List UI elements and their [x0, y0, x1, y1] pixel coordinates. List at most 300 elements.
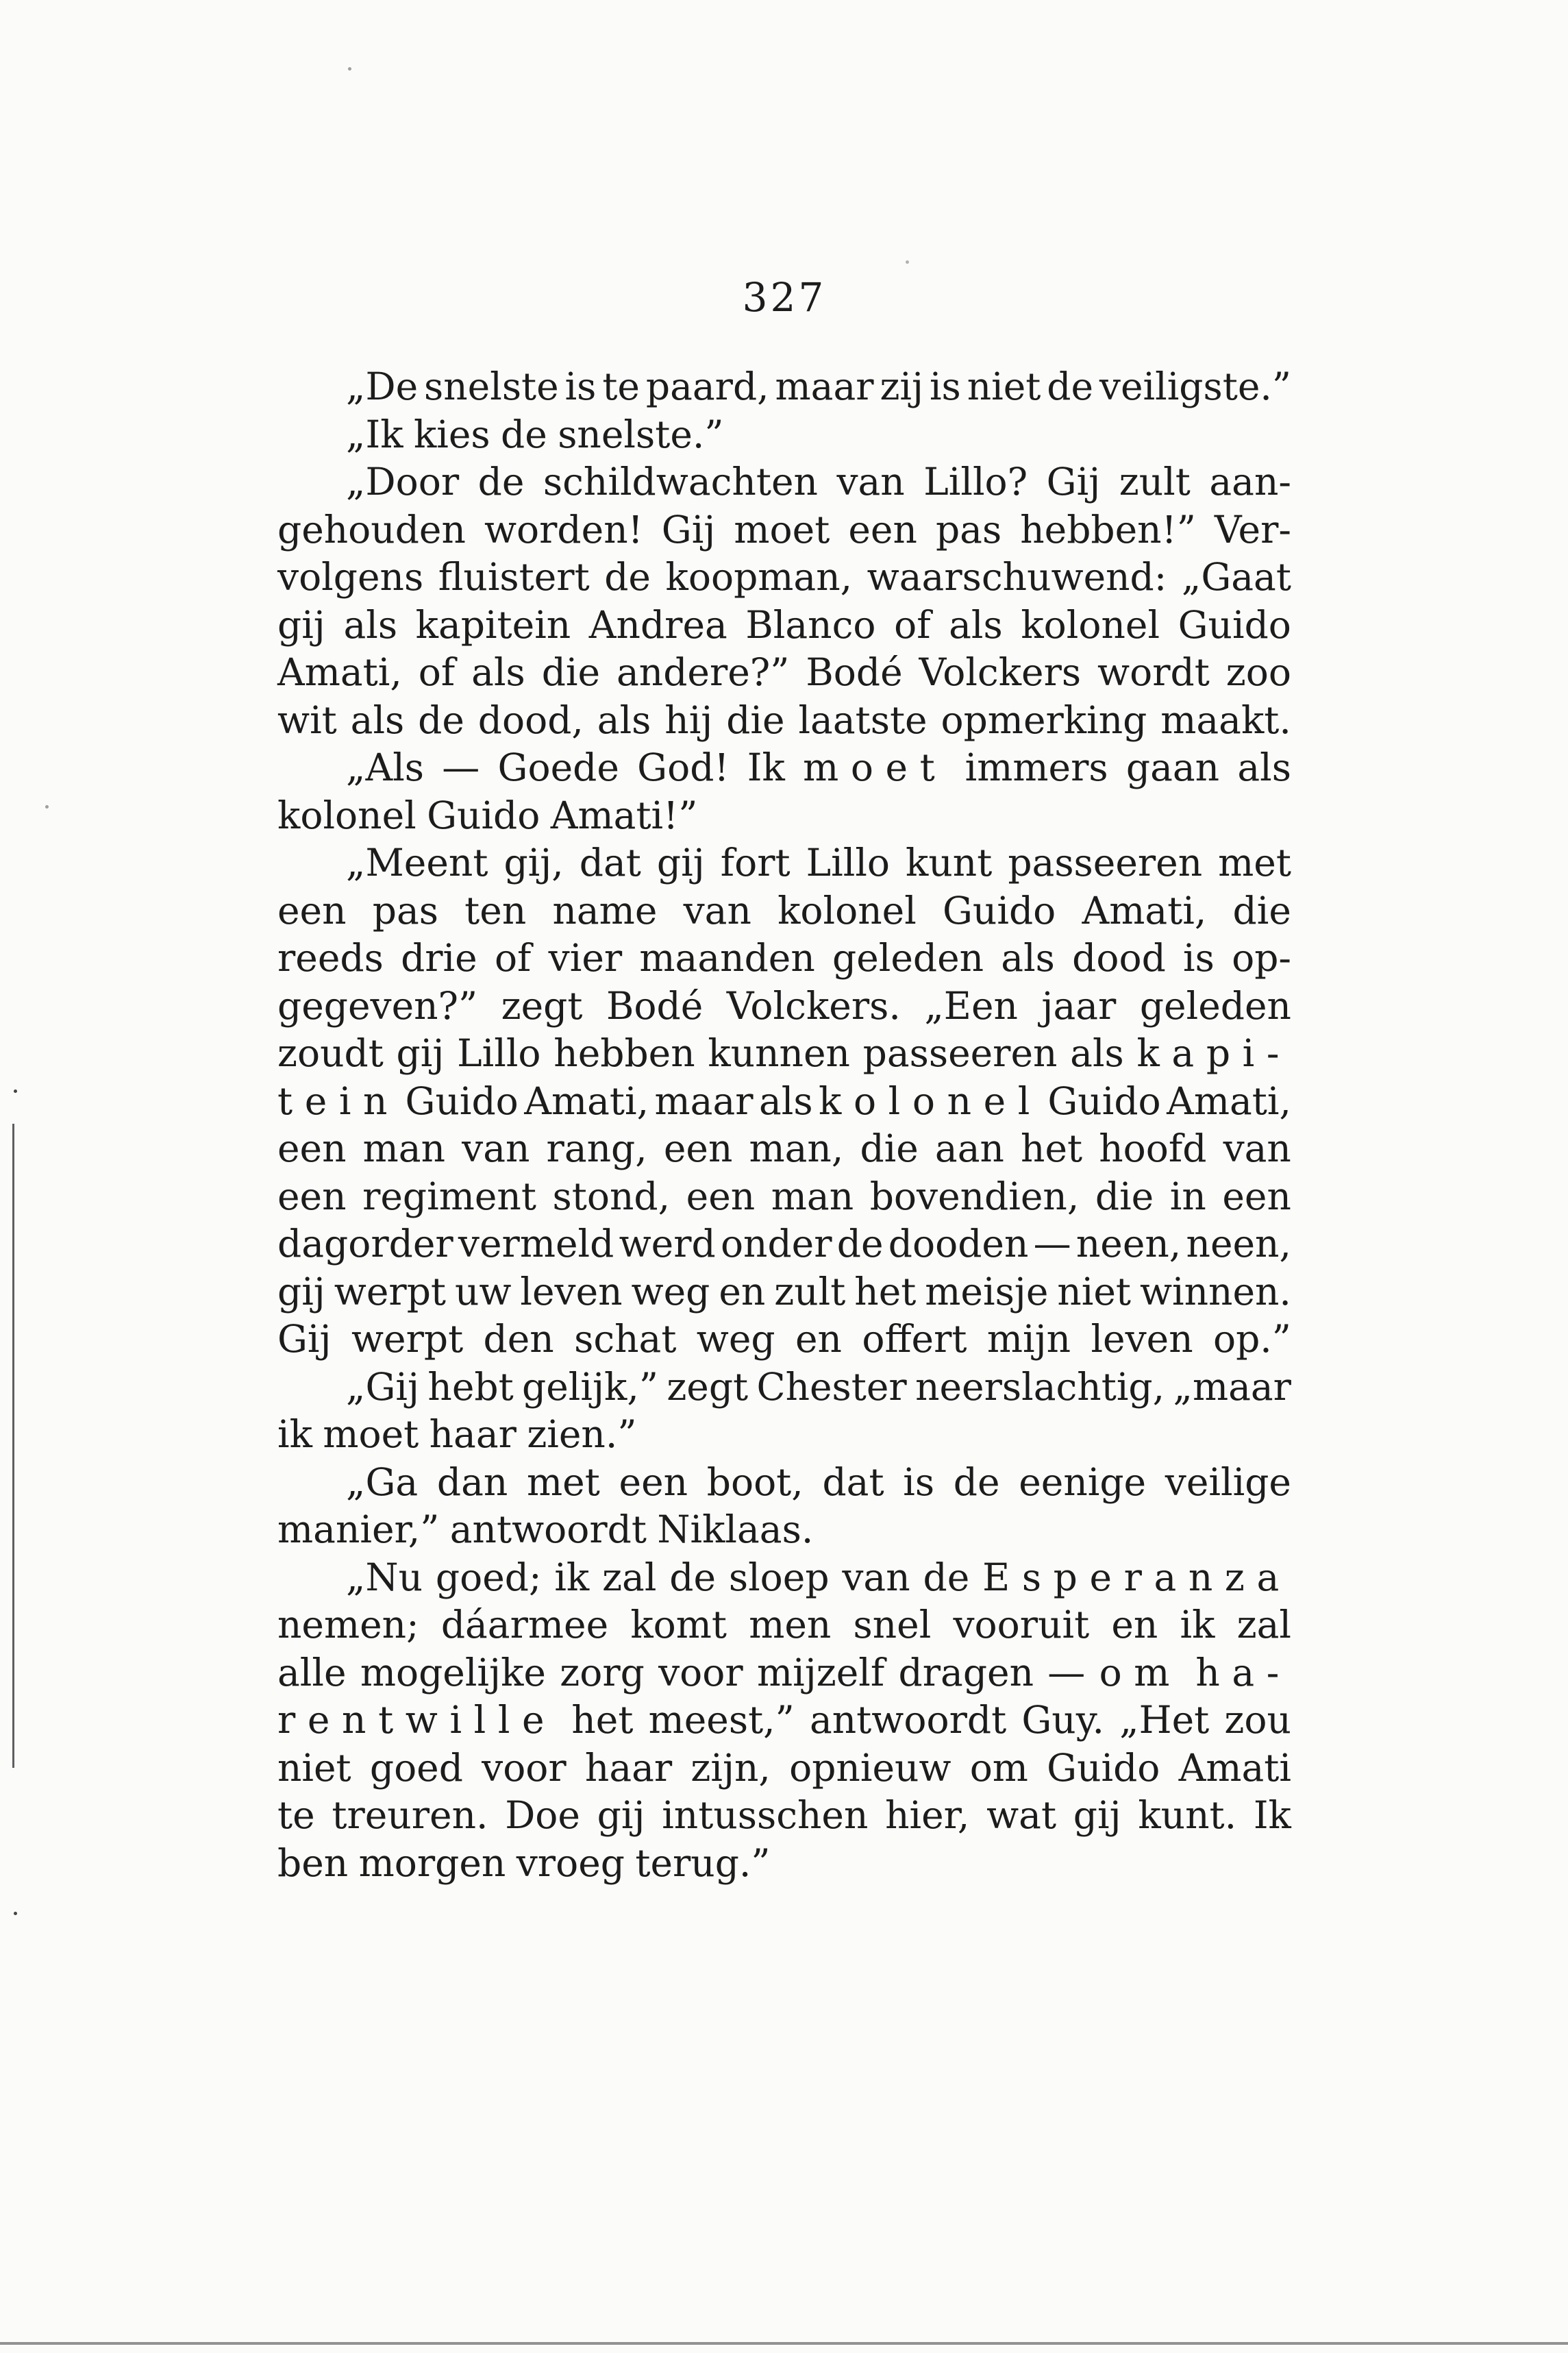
text-line	[277, 602, 1291, 650]
word: gij	[597, 1793, 645, 1837]
word: waarschuwend:	[867, 555, 1167, 599]
word: dagorder	[277, 1222, 453, 1266]
word: niet	[277, 1745, 351, 1790]
word: zien.”	[527, 1412, 637, 1456]
word: hebt	[427, 1364, 514, 1409]
word: gij	[277, 602, 325, 647]
word: van	[836, 460, 905, 504]
word: de	[953, 1459, 1000, 1504]
word: leven	[520, 1269, 623, 1314]
word: zoo	[1225, 650, 1291, 694]
text-line	[277, 697, 1291, 745]
word: mogelijke	[360, 1650, 546, 1695]
word: hier,	[885, 1793, 970, 1837]
word: wit	[277, 698, 337, 742]
word: de	[1047, 365, 1094, 408]
word: komt	[630, 1603, 727, 1647]
word: mijzelf	[756, 1650, 885, 1695]
word: „Een	[924, 983, 1018, 1028]
word: zou	[1224, 1698, 1291, 1742]
word: het	[1021, 1126, 1083, 1170]
word: man	[771, 1174, 854, 1218]
word: gij	[656, 841, 705, 885]
text-line	[277, 1220, 1291, 1268]
text-line	[277, 1030, 1291, 1078]
word: is	[564, 365, 597, 408]
word: niet	[967, 365, 1041, 408]
word: Lillo	[806, 841, 891, 885]
word: moet	[323, 1412, 419, 1456]
word: Chester	[756, 1364, 907, 1409]
word: mijn	[986, 1317, 1071, 1361]
word: maakt.	[1160, 698, 1291, 742]
word: Ik	[747, 746, 785, 789]
word: dooden	[888, 1222, 1029, 1266]
word: man,	[749, 1126, 844, 1170]
word: in	[1169, 1174, 1206, 1218]
word: Niklaas.	[657, 1507, 814, 1551]
word: Doe	[505, 1793, 580, 1837]
word: zult	[1119, 460, 1191, 504]
text-line	[277, 1411, 1291, 1459]
word: gaan	[1125, 746, 1220, 789]
word: opmerking	[941, 698, 1147, 742]
word: ten	[464, 888, 527, 933]
word: en	[1111, 1603, 1158, 1647]
word: de	[669, 1555, 717, 1599]
word: maanden	[639, 936, 815, 980]
word: goed;	[435, 1555, 542, 1599]
word: hij	[664, 698, 713, 742]
word: of	[418, 650, 456, 694]
word: Amati!”	[550, 793, 698, 837]
word: de	[418, 698, 464, 742]
word: dood	[1072, 936, 1166, 980]
word: zal	[602, 1555, 657, 1599]
word: vooruit	[953, 1603, 1090, 1647]
word: voor	[482, 1745, 567, 1790]
word: man	[362, 1126, 446, 1170]
word: een	[277, 888, 347, 933]
word: een	[686, 1174, 756, 1218]
word: als	[1237, 746, 1291, 789]
word: de	[477, 460, 525, 504]
word: Gij	[277, 1317, 332, 1361]
word: als	[343, 602, 398, 647]
word: of	[494, 936, 532, 980]
word: maar	[775, 365, 874, 408]
word: fluistert	[438, 555, 590, 599]
word: kolonel	[1021, 602, 1160, 647]
word: dragen	[898, 1650, 1034, 1695]
word: Volckers.	[726, 983, 901, 1028]
text-line	[277, 1078, 1291, 1126]
text-line	[277, 839, 1291, 887]
text-line	[277, 1173, 1291, 1221]
word: zorg	[560, 1650, 645, 1695]
word: zal	[1236, 1603, 1291, 1647]
text-line	[277, 411, 1291, 459]
word: „Gij	[346, 1364, 420, 1409]
word: als	[1070, 1031, 1124, 1075]
word: van	[1223, 1126, 1291, 1170]
word: die	[726, 698, 785, 742]
word: Andrea	[588, 602, 727, 647]
word: aan-	[1209, 460, 1291, 504]
word: Guy.	[1021, 1698, 1104, 1742]
word: treuren.	[332, 1793, 488, 1837]
word: geleden	[832, 936, 984, 980]
word: een	[1222, 1174, 1291, 1218]
word: offert	[862, 1317, 967, 1361]
word: dan	[436, 1459, 508, 1504]
word: manier,”	[277, 1507, 440, 1551]
word: schat	[574, 1317, 677, 1361]
word: zegt	[667, 1364, 749, 1409]
text-line	[277, 363, 1291, 411]
word: een	[848, 507, 917, 552]
word: Amati,	[1167, 1079, 1291, 1123]
word: „maar	[1173, 1364, 1291, 1409]
word: vroeg	[516, 1840, 625, 1885]
word: te	[602, 365, 640, 408]
word: Guido	[1178, 602, 1291, 647]
word: Goede	[497, 746, 619, 789]
word: Amati,	[1082, 888, 1207, 933]
word: dood,	[477, 698, 584, 742]
word: jaar	[1041, 983, 1117, 1028]
margin-dot	[348, 67, 351, 71]
word: om	[969, 1745, 1028, 1790]
word: Volckers	[919, 650, 1082, 694]
word: meisje	[925, 1269, 1049, 1314]
word: paard,	[645, 365, 769, 408]
word: gelijk,”	[522, 1364, 658, 1409]
word: Guido	[1047, 1745, 1160, 1790]
text-line	[277, 1697, 1291, 1745]
word: passeeren	[1008, 841, 1203, 885]
word: op.”	[1212, 1317, 1291, 1361]
word: schildwachten	[543, 460, 818, 504]
word: —	[1047, 1650, 1086, 1695]
word: dáarmee	[440, 1603, 609, 1647]
word: meest,”	[648, 1698, 795, 1742]
word: Gij	[661, 507, 716, 552]
text-line	[277, 458, 1291, 506]
word: de	[923, 1555, 970, 1599]
word: —	[1033, 1222, 1071, 1266]
word: eenige	[1019, 1459, 1147, 1504]
word: morgen	[358, 1840, 506, 1885]
text-line	[277, 1554, 1291, 1602]
word: kolonel	[819, 1079, 1042, 1123]
word: reeds	[277, 936, 384, 980]
word: Bodé	[806, 650, 903, 694]
word: zijn,	[690, 1745, 771, 1790]
word: neen,	[1075, 1222, 1182, 1266]
word: te	[277, 1793, 315, 1837]
word: regiment	[362, 1174, 536, 1218]
word: de	[836, 1222, 884, 1266]
word: als	[471, 650, 525, 694]
word: name	[552, 888, 658, 933]
word: ik	[277, 1412, 312, 1456]
word: het	[571, 1698, 634, 1742]
word: de	[604, 555, 651, 599]
word: de	[501, 412, 547, 456]
word: Gij	[1046, 460, 1101, 504]
word: weg	[631, 1269, 710, 1314]
word: als	[597, 698, 651, 742]
word: werd	[619, 1222, 716, 1266]
word: men	[749, 1603, 832, 1647]
word: hoofd	[1099, 1126, 1207, 1170]
word: met	[1218, 841, 1291, 885]
word: moet	[734, 507, 830, 552]
word: haar	[429, 1412, 517, 1456]
word: boot,	[706, 1459, 804, 1504]
word: gij	[1073, 1793, 1121, 1837]
word: kolonel	[777, 888, 917, 933]
word: Guido	[405, 1079, 519, 1123]
word: God!	[637, 746, 730, 789]
word: die	[1095, 1174, 1154, 1218]
word: Amati,	[524, 1079, 649, 1123]
word: als	[350, 698, 405, 742]
word: Amati	[1178, 1745, 1291, 1790]
text-line	[277, 1506, 1291, 1554]
word: werpt	[351, 1317, 464, 1361]
word: ha-	[1195, 1650, 1291, 1695]
word: kapitein	[415, 602, 571, 647]
word: terug.”	[635, 1840, 771, 1885]
word: Lillo	[457, 1031, 541, 1075]
word: Blanco	[745, 602, 876, 647]
word: Ver-	[1214, 507, 1291, 552]
word: Amati,	[277, 650, 402, 694]
word: snel	[853, 1603, 932, 1647]
word: is	[903, 1459, 935, 1504]
word: sloep	[728, 1555, 830, 1599]
word: die	[860, 1126, 919, 1170]
word: uw	[454, 1269, 512, 1314]
word: drie	[401, 936, 477, 980]
margin-dot	[14, 1089, 17, 1093]
word: hebben!”	[1020, 507, 1196, 552]
text-line	[277, 554, 1291, 602]
word: Guido	[427, 793, 540, 837]
text-line	[277, 1745, 1291, 1793]
text-line	[277, 1601, 1291, 1649]
word: een	[663, 1126, 733, 1170]
word: koopman,	[665, 555, 853, 599]
word: wat	[986, 1793, 1057, 1837]
word: wordt	[1097, 650, 1210, 694]
word: bovendien,	[869, 1174, 1080, 1218]
word: kunnen	[708, 1031, 850, 1075]
word: is	[1183, 936, 1215, 980]
word: een	[619, 1459, 688, 1504]
text-line	[277, 1125, 1291, 1173]
word: van	[842, 1555, 910, 1599]
word: worden!	[484, 507, 643, 552]
text-line	[277, 1792, 1291, 1840]
margin-dot	[906, 260, 909, 264]
word: „Gaat	[1181, 555, 1291, 599]
word: vermeld	[458, 1222, 614, 1266]
text-line	[277, 1649, 1291, 1697]
body-text	[277, 363, 1291, 1887]
word: die	[1232, 888, 1291, 933]
word: pas	[372, 888, 438, 933]
word: pas	[935, 507, 1002, 552]
word: opnieuw	[789, 1745, 951, 1790]
word: fort	[720, 841, 791, 885]
word: haar	[584, 1745, 673, 1790]
word: ik	[1180, 1603, 1215, 1647]
word: Lillo?	[923, 460, 1028, 504]
text-line	[277, 1459, 1291, 1507]
word: den	[483, 1317, 554, 1361]
word: snelste	[424, 365, 559, 408]
word: zoudt	[277, 1031, 384, 1075]
word: op-	[1232, 936, 1291, 980]
word: winnen.	[1139, 1269, 1291, 1314]
text-line	[277, 983, 1291, 1031]
word: gij	[277, 1269, 325, 1314]
margin-dot	[14, 1912, 17, 1915]
word: dat	[822, 1459, 884, 1504]
word: geleden	[1139, 983, 1291, 1028]
text-line	[277, 649, 1291, 697]
text-line	[277, 1268, 1291, 1316]
word: neerslachtig,	[915, 1364, 1165, 1409]
word: intusschen	[662, 1793, 869, 1837]
word: antwoordt	[449, 1507, 647, 1551]
word: „De	[346, 365, 419, 408]
word: zegt	[501, 983, 583, 1028]
word: rentwille	[277, 1698, 557, 1742]
word: veiligste.”	[1099, 365, 1291, 408]
word: „Ik	[346, 412, 403, 456]
word: leven	[1091, 1317, 1193, 1361]
word: vier	[548, 936, 623, 980]
word: immers	[965, 746, 1108, 789]
word: goed	[369, 1745, 463, 1790]
word: zij	[880, 365, 924, 408]
text-line	[277, 792, 1291, 840]
word: als	[949, 602, 1003, 647]
word: om	[1099, 1650, 1182, 1695]
word: passeeren	[862, 1031, 1058, 1075]
word: is	[929, 365, 961, 408]
word: of	[894, 602, 931, 647]
word: maar	[654, 1079, 754, 1123]
word: Guido	[1047, 1079, 1161, 1123]
word: dat	[579, 841, 641, 885]
word: ben	[277, 1840, 349, 1885]
word: niet	[1057, 1269, 1132, 1314]
bottom-scan-rule	[0, 2342, 1568, 2345]
word: Esperanza	[982, 1555, 1291, 1599]
word: kies	[413, 412, 490, 456]
word: antwoordt	[809, 1698, 1007, 1742]
word: gegeven?”	[277, 983, 478, 1028]
word: „Nu	[346, 1555, 423, 1599]
word: alle	[277, 1650, 347, 1695]
word: van	[683, 888, 751, 933]
word: „Meent	[346, 841, 488, 885]
word: voor	[658, 1650, 743, 1695]
word: weg	[696, 1317, 775, 1361]
word: als	[758, 1079, 813, 1123]
word: „Als	[346, 746, 425, 789]
word: stond,	[552, 1174, 671, 1218]
word: het	[854, 1269, 917, 1314]
word: kapi-	[1136, 1031, 1291, 1075]
word: „Door	[346, 460, 460, 504]
word: gij,	[503, 841, 564, 885]
word: en	[795, 1317, 842, 1361]
word: aan	[934, 1126, 1004, 1170]
word: ik	[554, 1555, 590, 1599]
word: Ik	[1253, 1793, 1291, 1837]
word: met	[527, 1459, 600, 1504]
word: —	[442, 746, 480, 789]
word: kunt	[906, 841, 993, 885]
word: laatste	[798, 698, 928, 742]
text-line	[277, 744, 1291, 792]
word: die	[541, 650, 601, 694]
word: onder	[720, 1222, 832, 1266]
word: snelste.”	[558, 412, 724, 456]
word: rang,	[546, 1126, 647, 1170]
word: Guido	[943, 888, 1056, 933]
word: andere?”	[616, 650, 790, 694]
word: gehouden	[277, 507, 466, 552]
text-line	[277, 935, 1291, 983]
text-line	[277, 506, 1291, 554]
text-line	[277, 1364, 1291, 1412]
margin-rule	[12, 1124, 14, 1768]
word: hebben	[553, 1031, 695, 1075]
text-line	[277, 1840, 1291, 1888]
word: als	[1001, 936, 1055, 980]
word: „Ga	[346, 1459, 419, 1504]
word: zult	[774, 1269, 846, 1314]
word: een	[277, 1174, 347, 1218]
word: van	[462, 1126, 530, 1170]
word: nemen;	[277, 1603, 419, 1647]
word: een	[277, 1126, 347, 1170]
page-number: 327	[742, 274, 827, 321]
word: kolonel	[277, 793, 416, 837]
word: Bodé	[606, 983, 704, 1028]
word: veilige	[1165, 1459, 1291, 1504]
word: „Het	[1119, 1698, 1210, 1742]
margin-dot	[45, 805, 49, 809]
word: neen,	[1186, 1222, 1291, 1266]
word: en	[719, 1269, 766, 1314]
word: tein	[277, 1079, 400, 1123]
word: moet	[803, 746, 947, 789]
text-line	[277, 1316, 1291, 1364]
word: volgens	[277, 555, 424, 599]
word: werpt	[334, 1269, 447, 1314]
word: kunt.	[1138, 1793, 1237, 1837]
text-line	[277, 887, 1291, 935]
word: gij	[396, 1031, 445, 1075]
